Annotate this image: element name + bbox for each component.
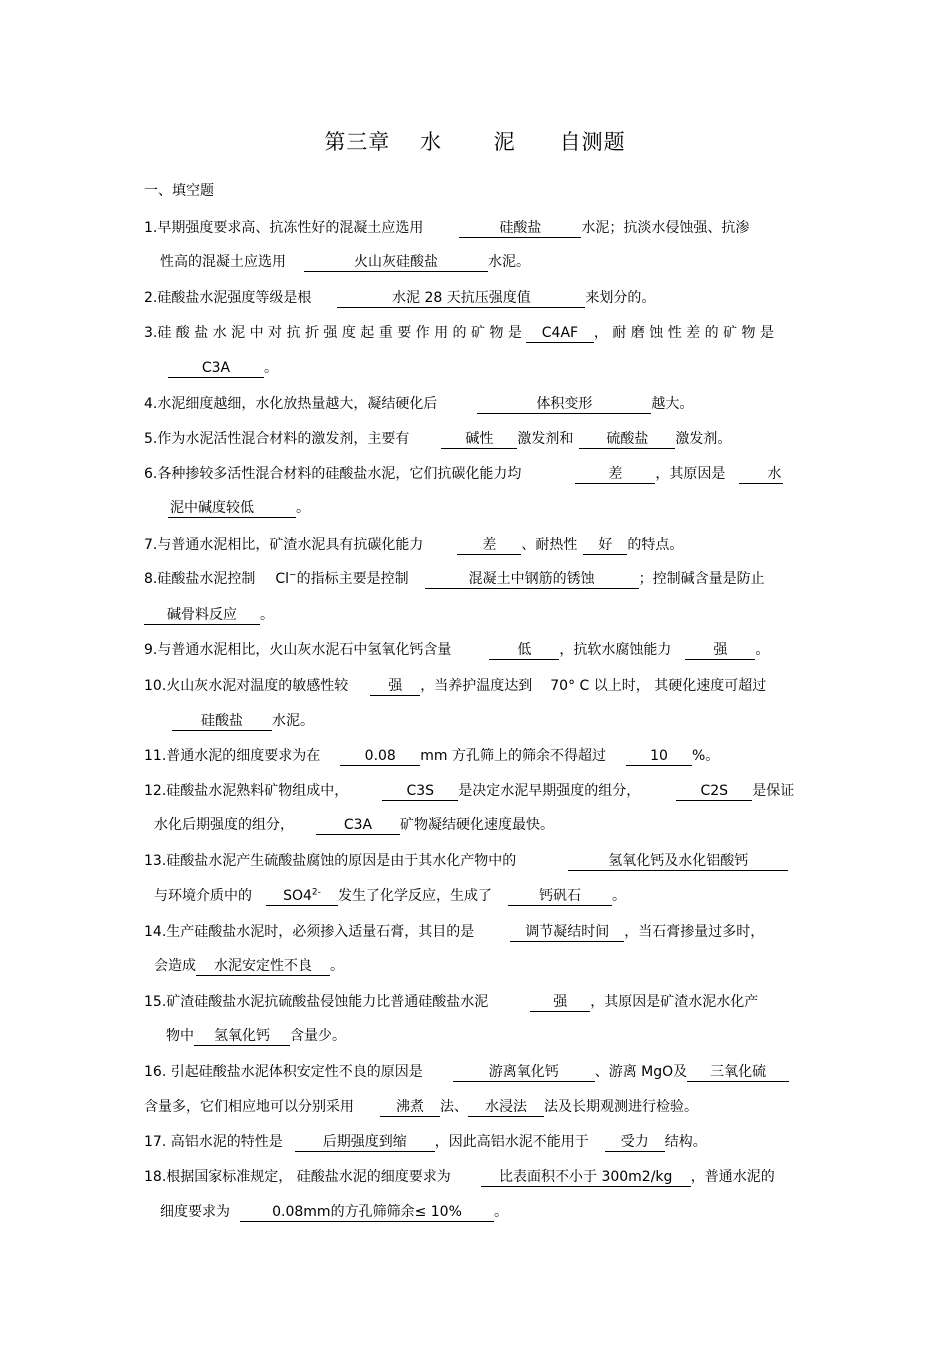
- question-13-line-1: 13.硅酸盐水泥产生硫酸盐腐蚀的原因是由于其水化产物中的 氢氧化钙及水化铝酸钙: [144, 851, 788, 871]
- answer-blank: 水浸法: [468, 1099, 544, 1117]
- answer-blank: $SO4^{2-}$: [266, 888, 338, 906]
- question-15-line-2: 物中 氢氧化钙 含量少。: [166, 1028, 346, 1044]
- answer-blank: 泥中碱度较低: [168, 500, 296, 518]
- question-8-line-1: 8.硅酸盐水泥控制 Cl−的指标主要是控制 混凝土中钢筋的锈蚀 ；控制碱含量是防止: [144, 570, 765, 587]
- answer-blank: 10: [626, 748, 692, 766]
- answer-blank: 体积变形: [477, 396, 651, 414]
- question-18-line-1: 18.根据国家标准规定， 硅酸盐水泥的细度要求为 比表面积不小于 300m2/kg ，普通水泥的: [144, 1169, 775, 1185]
- answer-blank: 硫酸盐: [579, 431, 675, 449]
- answer-blank: 强: [370, 678, 420, 696]
- answer-blank: 水泥 28 天抗压强度值: [337, 290, 585, 308]
- question-4: 4.水泥细度越细，水化放热量越大，凝结硬化后 体积变形 越大。: [144, 396, 694, 412]
- answer-blank: 硅酸盐: [172, 713, 272, 731]
- answer-blank: 比表面积不小于 300m2/kg: [481, 1169, 691, 1187]
- answer-blank: 氢氧化钙及水化铝酸钙: [568, 853, 788, 871]
- section-heading: 一、填空题: [144, 183, 214, 199]
- answer-blank: 水泥安定性不良: [196, 958, 330, 976]
- question-18-line-2: 细度要求为 0.08mm的方孔筛筛余≤ 10% 。: [160, 1204, 508, 1220]
- question-2: 2.硅酸盐水泥强度等级是根 水泥 28 天抗压强度值 来划分的。: [144, 290, 656, 306]
- answer-blank: 受力: [605, 1134, 665, 1152]
- question-3-line-2: C3A 。: [168, 358, 278, 378]
- answer-blank: 沸煮: [380, 1099, 440, 1117]
- answer-blank: 硅酸盐: [459, 220, 581, 238]
- answer-blank: 强: [685, 642, 755, 660]
- answer-blank: 0.08: [340, 748, 420, 766]
- answer-blank: 强: [530, 994, 590, 1012]
- answer-blank: 低: [489, 642, 559, 660]
- answer-blank: 差: [575, 466, 655, 484]
- answer-blank: C4AF: [526, 325, 594, 343]
- answer-blank: 游离氧化钙: [453, 1064, 595, 1082]
- answer-blank: C2S: [676, 783, 752, 801]
- answer-blank: 混凝土中钢筋的锈蚀: [425, 571, 639, 589]
- question-16-line-2: 含量多，它们相应地可以分别采用 沸煮 法、 水浸法 法及长期观测进行检验。: [144, 1099, 698, 1115]
- answer-blank: 后期强度到缩: [295, 1134, 435, 1152]
- question-9: 9.与普通水泥相比，火山灰水泥石中氢氧化钙含量 低 ，抗软水腐蚀能力 强 。: [144, 642, 770, 658]
- answer-blank: 好: [583, 537, 627, 555]
- question-12-line-1: 12.硅酸盐水泥熟料矿物组成中， C3S 是决定水泥早期强度的组分， C2S 是保证: [144, 783, 795, 799]
- question-6-line-2: 泥中碱度较低 。: [170, 500, 310, 516]
- answer-blank: 碱骨料反应: [144, 607, 260, 625]
- answer-blank: 差: [457, 537, 521, 555]
- question-7: 7.与普通水泥相比，矿渣水泥具有抗碳化能力 差 、耐热性 好 的特点。: [144, 537, 684, 553]
- question-13-line-2: 与环境介质中的 $SO4^{2-}$ 发生了化学反应，生成了 钙矾石 。: [154, 887, 626, 904]
- question-1-line-1: 1.早期强度要求高、抗冻性好的混凝土应选用 硅酸盐 水泥；抗淡水侵蚀强、抗渗: [144, 220, 750, 236]
- answer-blank: 0.08mm的方孔筛筛余≤ 10%: [240, 1204, 494, 1222]
- answer-blank: 水: [739, 466, 783, 484]
- answer-blank: 火山灰硅酸盐: [304, 254, 488, 272]
- answer-blank: 钙矾石: [508, 888, 612, 906]
- question-17: 17. 高铝水泥的特性是 后期强度到缩 ，因此高铝水泥不能用于 受力 结构。: [144, 1134, 707, 1150]
- question-5: 5.作为水泥活性混合材料的激发剂，主要有 碱性 激发剂和 硫酸盐 激发剂。: [144, 431, 732, 447]
- question-11: 11.普通水泥的细度要求为在 0.08 mm 方孔筛上的筛余不得超过 10 %。: [144, 748, 720, 764]
- question-8-line-2: 碱骨料反应 。: [144, 605, 274, 625]
- question-15-line-1: 15.矿渣硅酸盐水泥抗硫酸盐侵蚀能力比普通硅酸盐水泥 强 ，其原因是矿渣水泥水化产: [144, 994, 759, 1010]
- answer-blank: 碱性: [441, 431, 517, 449]
- answer-blank: C3A: [316, 817, 400, 835]
- page-title: 第三章 水 泥 自测题: [324, 130, 626, 154]
- question-14-line-1: 14.生产硅酸盐水泥时，必须掺入适量石膏，其目的是 调节凝结时间 ，当石膏掺量过多时，: [144, 924, 765, 940]
- answer-blank: 氢氧化钙: [194, 1028, 290, 1046]
- question-12-line-2: 水化后期强度的组分， C3A 矿物凝结硬化速度最快。: [154, 817, 554, 833]
- answer-blank: 三氧化硫: [687, 1064, 789, 1082]
- question-10-line-1: 10.火山灰水泥对温度的敏感性较 强 ，当养护温度达到 70° C 以上时， 其硬化速度可超过: [144, 678, 767, 694]
- question-14-line-2: 会造成 水泥安定性不良 。: [154, 958, 344, 974]
- answer-blank: 调节凝结时间: [510, 924, 624, 942]
- question-10-line-2: 硅酸盐 水泥。: [172, 711, 314, 731]
- question-1-line-2: 性高的混凝土应选用 火山灰硅酸盐 水泥。: [160, 254, 530, 270]
- question-3-line-1: 3.硅 酸 盐 水 泥 中 对 抗 折 强 度 起 重 要 作 用 的 矿 物 是 C4AF ， 耐 磨 蚀 性 差 的 矿 物 是: [144, 325, 774, 341]
- answer-blank: C3S: [382, 783, 458, 801]
- question-16-line-1: 16. 引起硅酸盐水泥体积安定性不良的原因是 游离氧化钙 、游离 MgO及 三氧化硫: [144, 1062, 789, 1082]
- answer-blank: C3A: [168, 360, 264, 378]
- question-6-line-1: 6.各种掺较多活性混合材料的硅酸盐水泥，它们抗碳化能力均 差 ，其原因是 水: [144, 466, 782, 482]
